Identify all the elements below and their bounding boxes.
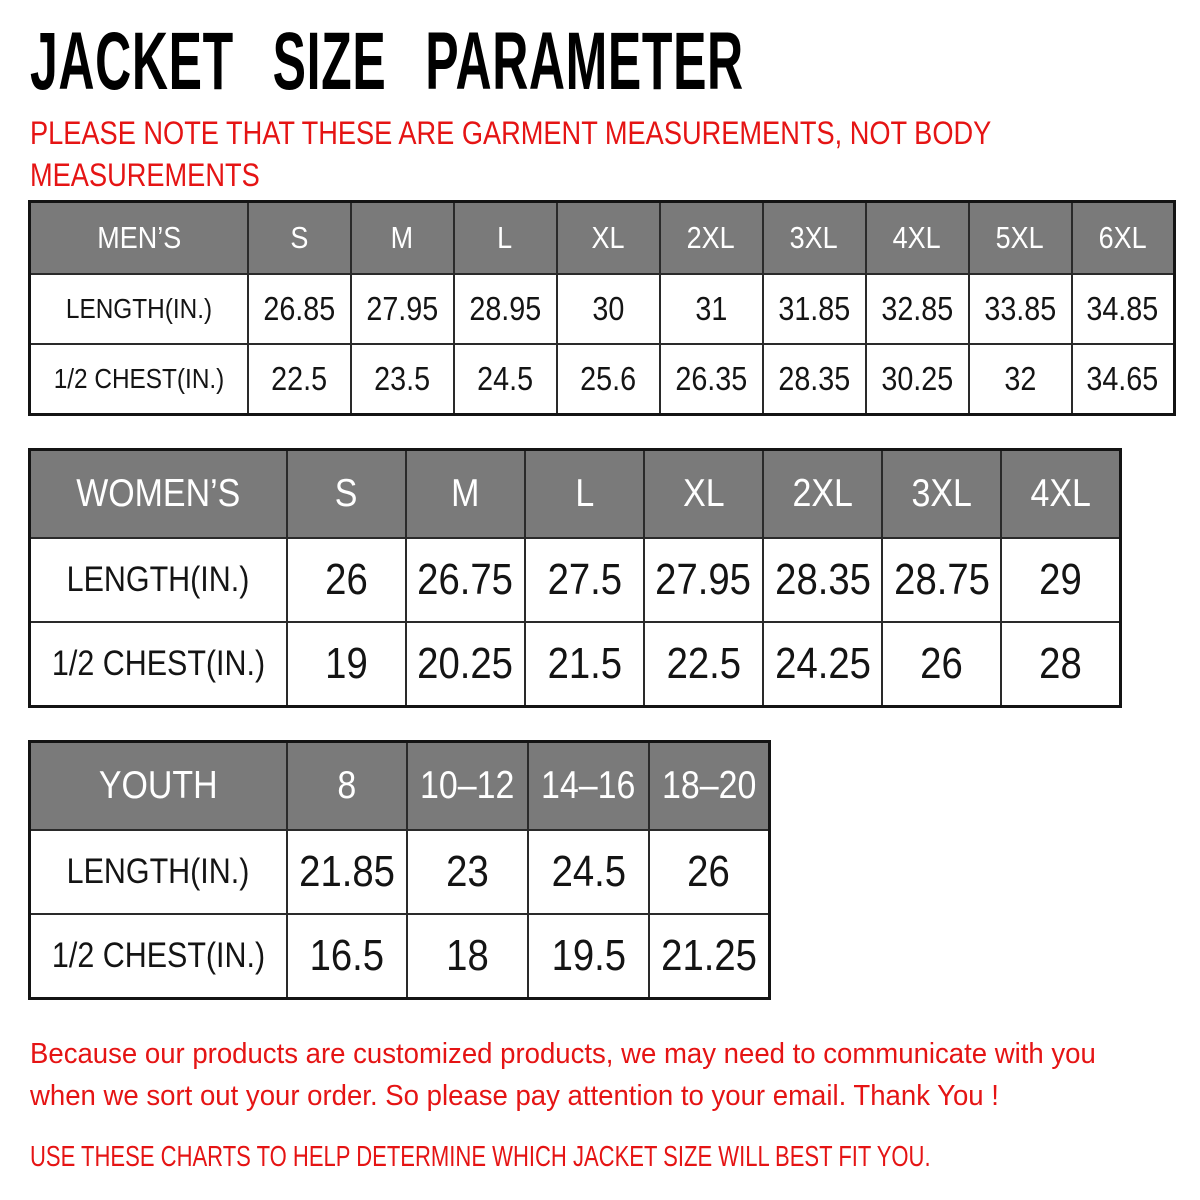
cell-text: 24.5	[477, 360, 533, 398]
value-cell	[528, 914, 649, 999]
youth-table-header-row	[30, 742, 770, 831]
value-cell	[866, 274, 969, 344]
value-cell	[644, 538, 763, 622]
value-cell	[763, 274, 866, 344]
cell-text: 21.85	[298, 847, 395, 897]
measurement-note	[30, 112, 1025, 196]
cell-text: 6XL	[1098, 220, 1147, 256]
size-header-cell	[1001, 450, 1120, 539]
size-header-cell	[406, 450, 525, 539]
cell-text: 28	[1039, 639, 1082, 689]
cell-text: 28.95	[469, 290, 541, 328]
cell-text: 30.25	[881, 360, 953, 398]
table-title-cell	[30, 202, 248, 275]
value-cell	[351, 274, 454, 344]
cell-text: 32.85	[881, 290, 953, 328]
cell-text: WOMEN’S	[76, 472, 241, 516]
cell-text: 27.95	[655, 555, 752, 605]
cell-text: 10–12	[420, 764, 515, 808]
cell-text: 27.5	[547, 555, 622, 605]
cell-text: 31.85	[778, 290, 850, 328]
cell-text: 21.5	[547, 639, 622, 689]
value-cell	[557, 344, 660, 415]
cell-text: 1/2 CHEST(IN.)	[51, 936, 265, 976]
footer-note	[30, 1034, 1142, 1116]
size-header-cell	[649, 742, 770, 831]
size-header-cell	[866, 202, 969, 275]
page-title	[30, 16, 1200, 107]
size-header-cell	[660, 202, 763, 275]
cell-text: 14–16	[541, 764, 636, 808]
cell-text: 18–20	[661, 764, 757, 808]
youth-size-table	[28, 740, 771, 1000]
womens-half-chest-row	[30, 622, 1121, 707]
row-label-cell	[30, 274, 248, 344]
value-cell	[454, 344, 557, 415]
cell-text: LENGTH(IN.)	[66, 852, 250, 892]
value-cell	[248, 274, 351, 344]
value-cell	[287, 830, 408, 914]
youth-half-chest-row	[30, 914, 770, 999]
cell-text: 25.6	[580, 360, 636, 398]
value-cell	[528, 830, 649, 914]
value-cell	[644, 622, 763, 707]
womens-table-header-row	[30, 450, 1121, 539]
size-header-cell	[644, 450, 763, 539]
value-cell	[660, 274, 763, 344]
cell-text: 1/2 CHEST(IN.)	[51, 644, 265, 684]
size-header-cell	[454, 202, 557, 275]
cell-text: 5XL	[995, 220, 1044, 256]
size-header-cell	[248, 202, 351, 275]
cell-text: 27.95	[366, 290, 438, 328]
cell-text: 23.5	[374, 360, 430, 398]
value-cell	[969, 344, 1072, 415]
mens-length-row	[30, 274, 1175, 344]
cell-text: 26.75	[417, 555, 514, 605]
cell-text: 26	[687, 847, 731, 897]
value-cell	[882, 538, 1001, 622]
size-header-cell	[969, 202, 1072, 275]
value-cell	[287, 538, 406, 622]
cell-text: 16.5	[309, 931, 385, 981]
cell-text: L	[574, 472, 594, 516]
value-cell	[649, 914, 770, 999]
cell-text: 24.25	[774, 639, 871, 689]
womens-length-row	[30, 538, 1121, 622]
row-label-cell	[30, 914, 287, 999]
cell-text: 4XL	[892, 220, 941, 256]
cell-text: S	[290, 220, 308, 256]
row-label-cell	[30, 538, 287, 622]
value-cell	[763, 344, 866, 415]
size-header-cell	[763, 450, 882, 539]
value-cell	[406, 622, 525, 707]
measurement-note-line-1: PLEASE NOTE THAT THESE ARE GARMENT MEASUREMENTS, NOT BODY	[30, 115, 992, 151]
cell-text: M	[451, 472, 480, 516]
cell-text: 18	[446, 931, 489, 981]
size-header-cell	[557, 202, 660, 275]
value-cell	[407, 830, 528, 914]
value-cell	[1001, 538, 1120, 622]
value-cell	[660, 344, 763, 415]
footer-note-line-2: when we sort out your order. So please pay attention to your email. Thank You !	[30, 1079, 999, 1112]
value-cell	[248, 344, 351, 415]
value-cell	[866, 344, 969, 415]
womens-size-table	[28, 448, 1122, 708]
row-label-cell	[30, 344, 248, 415]
size-header-cell	[528, 742, 649, 831]
cell-text: LENGTH(IN.)	[66, 560, 250, 600]
cell-text: S	[334, 472, 358, 516]
cell-text: 33.85	[984, 290, 1056, 328]
cell-text: XL	[682, 472, 725, 516]
cell-text: 28.35	[774, 555, 871, 605]
cell-text: 34.65	[1086, 360, 1159, 398]
value-cell	[649, 830, 770, 914]
value-cell	[763, 622, 882, 707]
value-cell	[1072, 344, 1175, 415]
mens-size-table	[28, 200, 1176, 416]
value-cell	[351, 344, 454, 415]
cell-text: M	[390, 220, 414, 256]
cell-text: 31	[695, 290, 727, 328]
value-cell	[1001, 622, 1120, 707]
cell-text: 29	[1039, 555, 1082, 605]
cell-text: 19.5	[551, 931, 626, 981]
value-cell	[1072, 274, 1175, 344]
cell-text: 34.85	[1086, 290, 1159, 328]
page-title-text: JACKET SIZE PARAMETER	[30, 16, 744, 107]
value-cell	[287, 914, 408, 999]
value-cell	[454, 274, 557, 344]
cell-text: 28.75	[893, 555, 990, 605]
cell-text: 3XL	[911, 472, 972, 516]
footer-note-line-1: Because our products are customized products, we may need to communicate with you	[30, 1038, 1096, 1071]
row-label-cell	[30, 622, 287, 707]
size-header-cell	[287, 450, 406, 539]
value-cell	[882, 622, 1001, 707]
size-header-cell	[407, 742, 528, 831]
size-header-cell	[882, 450, 1001, 539]
cell-text: 23	[446, 847, 489, 897]
cell-text: 32	[1004, 360, 1036, 398]
size-header-cell	[287, 742, 408, 831]
table-title-cell	[30, 742, 287, 831]
value-cell	[525, 538, 644, 622]
mens-half-chest-row	[30, 344, 1175, 415]
cell-text: 30	[592, 290, 624, 328]
cell-text: 26	[920, 639, 964, 689]
cell-text: 24.5	[551, 847, 626, 897]
size-header-cell	[763, 202, 866, 275]
value-cell	[287, 622, 406, 707]
cell-text: 4XL	[1030, 472, 1091, 516]
cell-text: XL	[591, 220, 625, 256]
youth-length-row	[30, 830, 770, 914]
cell-text: 3XL	[789, 220, 838, 256]
value-cell	[557, 274, 660, 344]
cell-text: 21.25	[660, 931, 757, 981]
cell-text: 2XL	[792, 472, 853, 516]
cell-text: 8	[337, 764, 357, 808]
size-header-cell	[351, 202, 454, 275]
cell-text: L	[497, 220, 513, 256]
table-title-cell	[30, 450, 287, 539]
mens-table-header-row	[30, 202, 1175, 275]
cell-text: MEN’S	[96, 220, 181, 256]
size-header-cell	[525, 450, 644, 539]
value-cell	[969, 274, 1072, 344]
cell-text: 19	[324, 639, 368, 689]
cell-text: 1/2 CHEST(IN.)	[53, 363, 225, 395]
cell-text: 26	[324, 555, 368, 605]
value-cell	[525, 622, 644, 707]
row-label-cell	[30, 830, 287, 914]
value-cell	[763, 538, 882, 622]
cell-text: 22.5	[666, 639, 741, 689]
cell-text: LENGTH(IN.)	[65, 293, 212, 325]
cell-text: 2XL	[686, 220, 735, 256]
measurement-note-line-2: MEASUREMENTS	[30, 157, 260, 194]
cell-text: 26.35	[675, 360, 747, 398]
footer-cta: USE THESE CHARTS TO HELP DETERMINE WHICH JACKET SIZE WILL BEST FIT YOU.	[30, 1140, 931, 1173]
cell-text: YOUTH	[98, 764, 218, 808]
cell-text: 28.35	[778, 360, 850, 398]
cell-text: 20.25	[417, 639, 514, 689]
cell-text: 22.5	[271, 360, 327, 398]
value-cell	[406, 538, 525, 622]
cell-text: 26.85	[263, 290, 335, 328]
value-cell	[407, 914, 528, 999]
size-header-cell	[1072, 202, 1175, 275]
